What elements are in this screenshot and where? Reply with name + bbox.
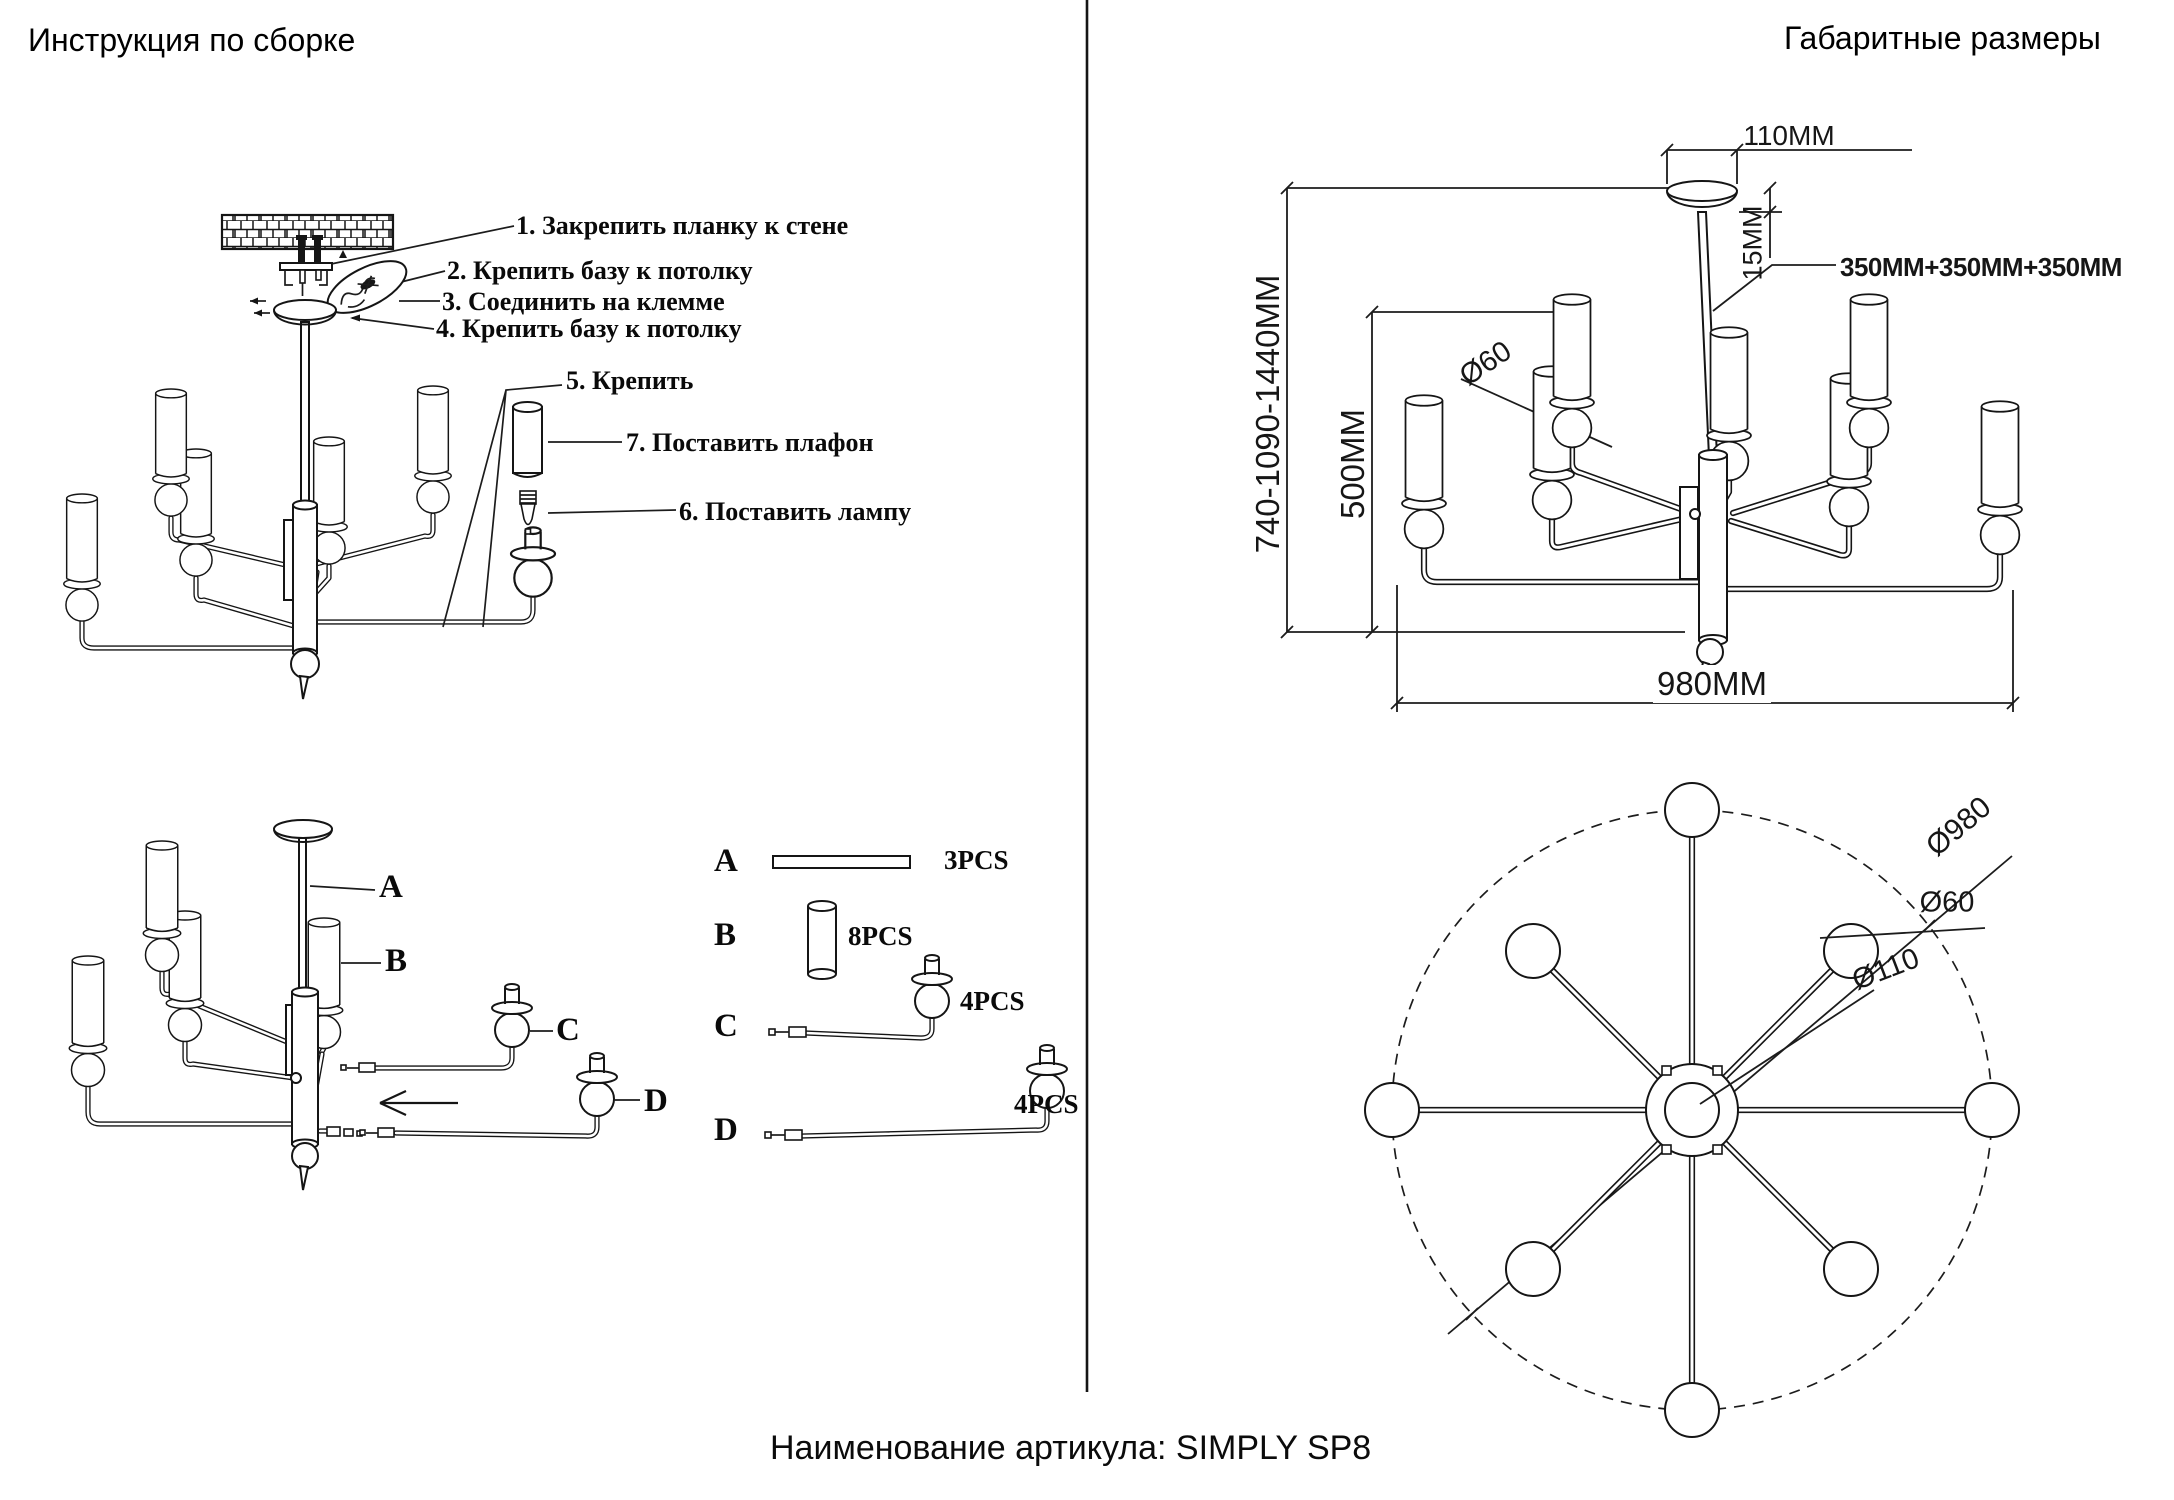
dim-shade-diameter: Ø60 — [1454, 334, 1518, 393]
dim-rod-sections: 350MM+350MM+350MM — [1840, 252, 2122, 282]
insert-direction-arrow — [380, 1091, 458, 1115]
dim-canopy-height: 15MM — [1737, 205, 1768, 281]
assembly-label-d: D — [644, 1083, 668, 1119]
dim-canopy-width: 110MM — [1743, 120, 1835, 151]
dim-top-hub-diameter: Ø110 — [1847, 942, 1924, 997]
assembly-label-b: B — [385, 943, 408, 979]
part-c-drawing — [769, 955, 952, 1038]
part-row-qty: 8PCS — [848, 921, 913, 951]
part-row-qty: 4PCS — [1014, 1089, 1079, 1119]
dim-top-shade-diameter: Ø60 — [1919, 886, 1975, 919]
part-callout-lines — [443, 385, 676, 627]
part-row-label: D — [714, 1112, 738, 1148]
step-3-label: 3. Соединить на клемме — [442, 287, 725, 316]
step-4-label: 4. Крепить базу к потолку — [436, 314, 742, 343]
plafond-part-drawing — [513, 402, 542, 477]
dim-overall-width: 980MM — [1653, 665, 1771, 703]
dim-body-height: 500MM — [1334, 408, 1371, 520]
part-row-qty: 3PCS — [944, 845, 1009, 875]
right-title: Габаритные размеры — [1784, 20, 2101, 56]
part-row-label: A — [714, 843, 738, 879]
part-row-qty: 4PCS — [960, 986, 1025, 1016]
dimension-lines-front — [1281, 144, 2019, 712]
detached-arm-c-drawing — [341, 984, 532, 1072]
step-2-label: 2. Крепить базу к потолку — [447, 256, 753, 285]
step-7-label: 7. Поставить плафон — [626, 428, 874, 457]
part-row-label: C — [714, 1008, 738, 1044]
step-6-label: 6. Поставить лампу — [679, 497, 912, 526]
part-a-drawing — [773, 856, 910, 868]
step-5-label: 5. Крепить — [566, 366, 694, 395]
part-row-label: B — [714, 917, 737, 953]
article-caption: Наименование артикула: SIMPLY SP8 — [770, 1429, 1372, 1467]
assembly-label-c: C — [556, 1012, 580, 1048]
dim-top-diameter: Ø980 — [1919, 790, 1998, 863]
part-b-drawing — [808, 901, 836, 979]
assembly-chandelier-drawing — [69, 820, 362, 1190]
assembly-label-a: A — [379, 869, 403, 905]
step-1-label: 1. Закрепить планку к стене — [516, 211, 849, 240]
mounting-bracket-drawing — [280, 263, 332, 296]
left-title: Инструкция по сборке — [28, 22, 356, 58]
dim-total-height: 740-1090-1440MM — [1249, 274, 1286, 554]
instruction-chandelier-drawing — [64, 298, 555, 700]
dimension-top-view — [1365, 783, 2019, 1437]
